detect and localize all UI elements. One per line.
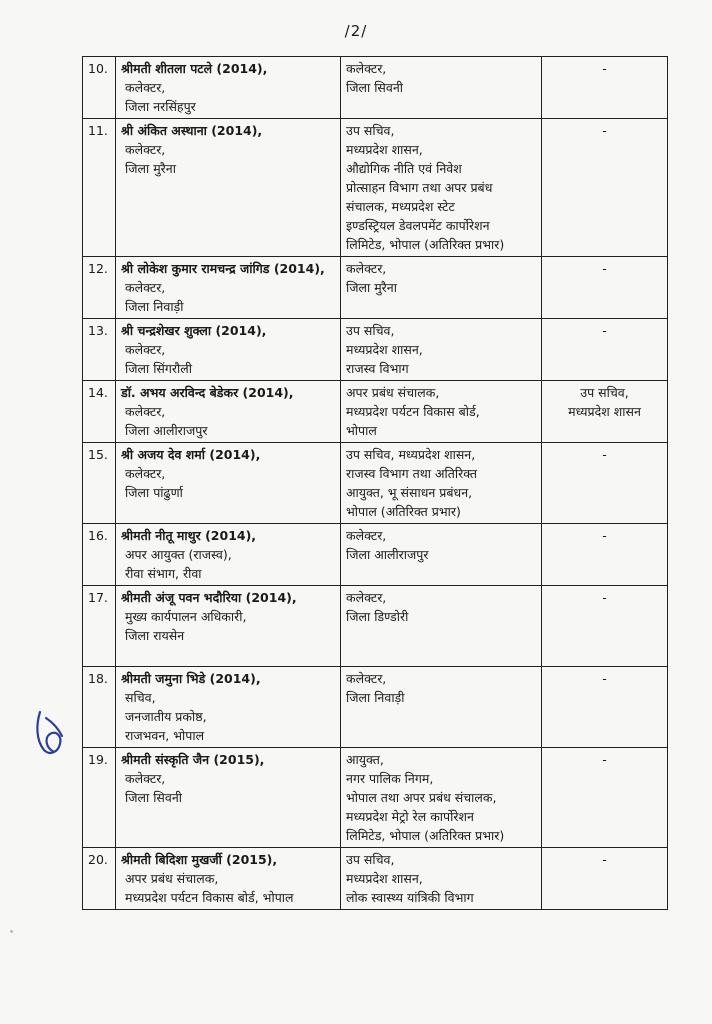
officer-cell <box>116 667 341 748</box>
new-posting-cell <box>341 748 542 848</box>
new-posting-line: आयुक्त, भू संसाधन प्रबंधन, <box>346 485 473 500</box>
additional-charge-line: - <box>602 671 607 686</box>
additional-charge-line: - <box>602 447 607 462</box>
scan-speck <box>10 930 13 933</box>
new-posting-line: आयुक्त, <box>346 752 384 767</box>
current-designation-line: जिला पांढुर्णा <box>125 485 183 500</box>
additional-charge-cell <box>542 57 668 119</box>
new-posting-line: जिला आलीराजपुर <box>346 547 429 562</box>
additional-charge-line: - <box>602 261 607 276</box>
officer-name: श्रीमती नीतू माथुर (2014), <box>121 528 257 543</box>
new-posting-line: संचालक, मध्यप्रदेश स्टेट <box>346 199 455 214</box>
new-posting-line: जिला निवाड़ी <box>346 690 405 705</box>
current-designation-line: जिला मुरैना <box>125 161 176 176</box>
current-designation-line: अपर प्रबंध संचालक, <box>125 871 219 886</box>
serial-number: 19. <box>83 748 116 848</box>
new-posting-cell <box>341 381 542 443</box>
current-designation-line: कलेक्टर, <box>125 404 166 419</box>
current-designation-line: कलेक्टर, <box>125 142 166 157</box>
officer-name: श्री अजय देव शर्मा (2014), <box>121 447 261 462</box>
additional-charge-cell <box>542 319 668 381</box>
current-designation-line: रीवा संभाग, रीवा <box>125 566 202 581</box>
officer-cell <box>116 443 341 524</box>
officer-name: श्रीमती बिदिशा मुखर्जी (2015), <box>121 852 278 867</box>
new-posting-line: उप सचिव, मध्यप्रदेश शासन, <box>346 447 476 462</box>
new-posting-line: राजस्व विभाग तथा अतिरिक्त <box>346 466 478 481</box>
new-posting-line: जिला डिण्डोरी <box>346 609 409 624</box>
current-designation-line: जिला रायसेन <box>125 628 185 643</box>
serial-number: 12. <box>83 257 116 319</box>
new-posting-line: भोपाल तथा अपर प्रबंध संचालक, <box>346 790 497 805</box>
officer-cell <box>116 57 341 119</box>
officer-name: डॉ. अभय अरविन्द बेडेकर (2014), <box>121 385 294 400</box>
new-posting-line: मध्यप्रदेश पर्यटन विकास बोर्ड, <box>346 404 480 419</box>
table-row <box>83 319 668 381</box>
new-posting-line: प्रोत्साहन विभाग तथा अपर प्रबंध <box>346 180 493 195</box>
page-number: /2/ <box>344 22 368 40</box>
signature-mark <box>32 700 72 760</box>
new-posting-line: लिमिटेड, भोपाल (अतिरिक्त प्रभार) <box>346 828 505 843</box>
new-posting-line: लोक स्वास्थ्य यांत्रिकी विभाग <box>346 890 474 905</box>
new-posting-line: मध्यप्रदेश मेट्रो रेल कार्पोरेशन <box>346 809 474 824</box>
new-posting-line: उप सचिव, <box>346 123 395 138</box>
table-row <box>83 848 668 910</box>
new-posting-cell <box>341 119 542 257</box>
new-posting-line: उप सचिव, <box>346 323 395 338</box>
current-designation-line: जिला आलीराजपुर <box>125 423 208 438</box>
officer-cell <box>116 119 341 257</box>
serial-number: 17. <box>83 586 116 667</box>
new-posting-cell <box>341 57 542 119</box>
additional-charge-line: उप सचिव, <box>580 385 629 400</box>
new-posting-line: उप सचिव, <box>346 852 395 867</box>
additional-charge-line: - <box>602 590 607 605</box>
new-posting-line: लिमिटेड, भोपाल (अतिरिक्त प्रभार) <box>346 237 505 252</box>
table-row <box>83 257 668 319</box>
table-row <box>83 57 668 119</box>
current-designation-line: मुख्य कार्यपालन अधिकारी, <box>125 609 247 624</box>
new-posting-line: कलेक्टर, <box>346 671 387 686</box>
new-posting-line: भोपाल <box>346 423 377 438</box>
new-posting-line: मध्यप्रदेश शासन, <box>346 342 423 357</box>
current-designation-line: मध्यप्रदेश पर्यटन विकास बोर्ड, भोपाल <box>125 890 294 905</box>
current-designation-line: जिला नरसिंहपुर <box>125 99 196 114</box>
officer-cell <box>116 257 341 319</box>
serial-number: 15. <box>83 443 116 524</box>
additional-charge-cell <box>542 119 668 257</box>
current-designation-line: कलेक्टर, <box>125 80 166 95</box>
current-designation-line: कलेक्टर, <box>125 466 166 481</box>
officer-cell <box>116 319 341 381</box>
officer-cell <box>116 381 341 443</box>
new-posting-line: जिला मुरैना <box>346 280 397 295</box>
new-posting-cell <box>341 443 542 524</box>
new-posting-line: कलेक्टर, <box>346 528 387 543</box>
additional-charge-line: - <box>602 528 607 543</box>
officer-cell <box>116 524 341 586</box>
serial-number: 10. <box>83 57 116 119</box>
table-row <box>83 443 668 524</box>
new-posting-cell <box>341 319 542 381</box>
current-designation-line: जिला निवाड़ी <box>125 299 184 314</box>
new-posting-line: मध्यप्रदेश शासन, <box>346 142 423 157</box>
new-posting-cell <box>341 667 542 748</box>
additional-charge-cell <box>542 667 668 748</box>
additional-charge-line: - <box>602 123 607 138</box>
new-posting-cell <box>341 257 542 319</box>
serial-number: 14. <box>83 381 116 443</box>
new-posting-line: नगर पालिक निगम, <box>346 771 434 786</box>
officer-name: श्रीमती जमुना भिडे (2014), <box>121 671 261 686</box>
additional-charge-cell <box>542 848 668 910</box>
new-posting-line: अपर प्रबंध संचालक, <box>346 385 440 400</box>
table-row <box>83 381 668 443</box>
new-posting-line: औद्योगिक नीति एवं निवेश <box>346 161 462 176</box>
officer-cell <box>116 748 341 848</box>
additional-charge-cell <box>542 257 668 319</box>
current-designation-line: जनजातीय प्रकोष्ठ, <box>125 709 207 724</box>
officer-cell <box>116 586 341 667</box>
new-posting-cell <box>341 586 542 667</box>
transfer-order-table <box>82 56 668 910</box>
serial-number: 18. <box>83 667 116 748</box>
additional-charge-line: मध्यप्रदेश शासन <box>568 404 641 419</box>
officer-name: श्री अंकित अस्थाना (2014), <box>121 123 263 138</box>
table-row <box>83 524 668 586</box>
current-designation-line: कलेक्टर, <box>125 342 166 357</box>
officer-name: श्रीमती अंजू पवन भदौरिया (2014), <box>121 590 297 605</box>
officer-cell <box>116 848 341 910</box>
current-designation-line: जिला सिवनी <box>125 790 183 805</box>
new-posting-line: इण्डस्ट्रियल डेवलपमेंट कार्पोरेशन <box>346 218 490 233</box>
officer-name: श्रीमती शीतला पटले (2014), <box>121 61 268 76</box>
current-designation-line: कलेक्टर, <box>125 280 166 295</box>
new-posting-line: मध्यप्रदेश शासन, <box>346 871 423 886</box>
additional-charge-line: - <box>602 752 607 767</box>
new-posting-line: कलेक्टर, <box>346 61 387 76</box>
current-designation-line: राजभवन, भोपाल <box>125 728 205 743</box>
additional-charge-cell <box>542 443 668 524</box>
new-posting-line: राजस्व विभाग <box>346 361 409 376</box>
new-posting-line: कलेक्टर, <box>346 261 387 276</box>
new-posting-line: जिला सिवनी <box>346 80 404 95</box>
additional-charge-cell <box>542 748 668 848</box>
table-row <box>83 748 668 848</box>
current-designation-line: सचिव, <box>125 690 156 705</box>
serial-number: 16. <box>83 524 116 586</box>
new-posting-cell <box>341 848 542 910</box>
new-posting-line: भोपाल (अतिरिक्त प्रभार) <box>346 504 461 519</box>
current-designation-line: अपर आयुक्त (राजस्व), <box>125 547 232 562</box>
additional-charge-line: - <box>602 852 607 867</box>
additional-charge-line: - <box>602 61 607 76</box>
current-designation-line: जिला सिंगरौली <box>125 361 192 376</box>
new-posting-line: कलेक्टर, <box>346 590 387 605</box>
officer-name: श्रीमती संस्कृति जैन (2015), <box>121 752 265 767</box>
officer-name: श्री चन्द्रशेखर शुक्ला (2014), <box>121 323 267 338</box>
new-posting-cell <box>341 524 542 586</box>
officer-name: श्री लोकेश कुमार रामचन्द्र जांगिड (2014), <box>121 261 325 276</box>
serial-number: 11. <box>83 119 116 257</box>
additional-charge-cell <box>542 524 668 586</box>
serial-number: 20. <box>83 848 116 910</box>
additional-charge-cell <box>542 586 668 667</box>
current-designation-line: कलेक्टर, <box>125 771 166 786</box>
serial-number: 13. <box>83 319 116 381</box>
table-row <box>83 119 668 257</box>
additional-charge-line: - <box>602 323 607 338</box>
table-row <box>83 667 668 748</box>
additional-charge-cell <box>542 381 668 443</box>
table-row <box>83 586 668 667</box>
